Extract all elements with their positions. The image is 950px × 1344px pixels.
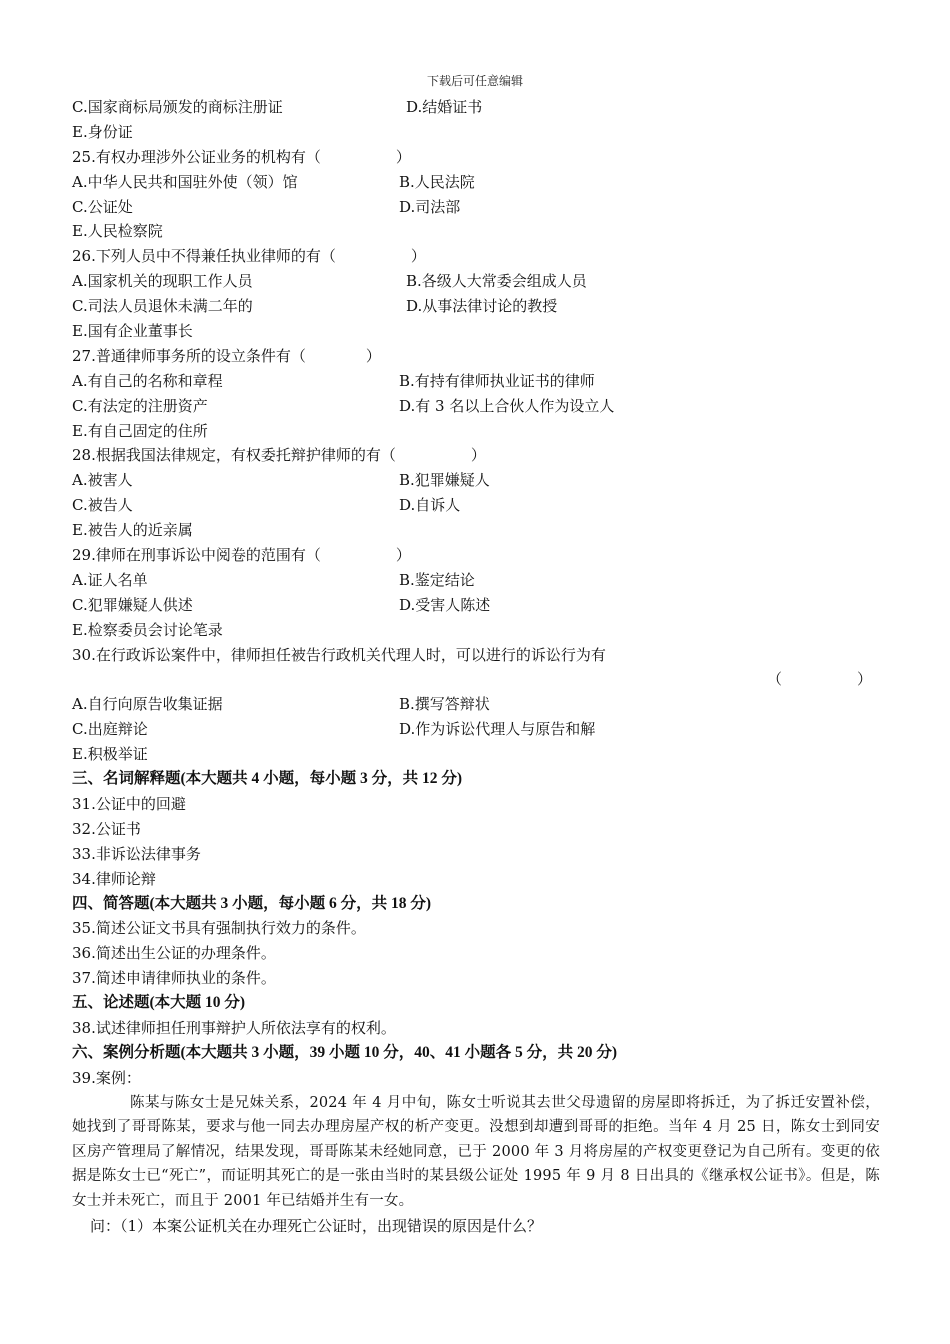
answer-paren-row <box>72 667 880 692</box>
question-stem: 25.有权办理涉外公证业务的机构有（ ） <box>72 147 411 166</box>
option-row <box>72 568 880 593</box>
option-d: D.受害人陈述 <box>399 595 491 614</box>
option-a: A.自行向原告收集证据 <box>72 695 223 714</box>
case-label: 39.案例： <box>72 1068 141 1087</box>
option-b: B.犯罪嫌疑人 <box>399 471 490 490</box>
section-title: 四、简答题(本大题共 3 小题，每小题 6 分，共 18 分) <box>72 894 432 912</box>
option-d: D.作为诉讼代理人与原告和解 <box>399 720 596 739</box>
option-e: E.被告人的近亲属 <box>72 521 193 540</box>
option-row <box>72 717 880 742</box>
option-c: C.国家商标局颁发的商标注册证 <box>72 98 283 116</box>
option-row <box>72 294 880 319</box>
question-stem: 27.普通律师事务所的设立条件有（ ） <box>72 346 381 365</box>
option-a: A.国家机关的现职工作人员 <box>72 272 253 291</box>
list-item: 38.试述律师担任刑事辩护人所依法享有的权利。 <box>72 1018 396 1037</box>
question-stem: 29.律师在刑事诉讼中阅卷的范围有（ ） <box>72 546 411 565</box>
option-b: B.鉴定结论 <box>399 570 475 589</box>
option-e: E.积极举证 <box>72 745 148 764</box>
option-row <box>72 369 880 394</box>
option-row <box>72 618 880 643</box>
option-d: D.有 3 名以上合伙人作为设立人 <box>399 396 615 415</box>
option-row <box>72 468 880 493</box>
option-row <box>72 120 880 145</box>
option-row <box>72 419 880 444</box>
option-row <box>72 269 880 294</box>
option-d: D.结婚证书 <box>406 98 483 116</box>
question-stem: 28.根据我国法律规定，有权委托辩护律师的有（ ） <box>72 446 486 465</box>
option-b: B.各级人大常委会组成人员 <box>406 272 587 291</box>
option-row <box>72 319 880 344</box>
option-row <box>72 219 880 244</box>
option-d: D.司法部 <box>399 197 461 216</box>
option-row <box>72 95 880 120</box>
list-item: 36.简述出生公证的办理条件。 <box>72 944 276 963</box>
section-title: 五、论述题(本大题 10 分) <box>72 994 246 1012</box>
option-row <box>72 493 880 518</box>
option-row <box>72 518 880 543</box>
option-a: A.证人名单 <box>72 570 148 589</box>
case-paragraph: 陈某与陈女士是兄妹关系，2024 年 4 月中旬，陈女士听说其去世父母遗留的房屋即将拆迁，为了拆迁安置补偿，她找到了哥哥陈某，要求与他一同去办理房屋产权的析产变更。没想到却遭到哥哥的拒绝。当年 4 月 25 日，陈女士到同安区房产管理局了解情况，结果发现，哥哥陈某未经她同意，已于 2000 年 3 月将房屋的产权变更登记为自己所有。变更的依据是陈女士已“死亡”，而证明其死亡的是一张由当时的某县级公证处 1995 年 9 月 8 日出具的《继承权公证书》。但是，陈女士并未死亡，而且于 2001 年已结婚并生有一女。 <box>72 1094 880 1209</box>
option-a: A.有自己的名称和章程 <box>72 371 223 390</box>
option-b: B.撰写答辩状 <box>399 695 490 714</box>
option-row <box>72 593 880 618</box>
option-c: C.被告人 <box>72 496 133 515</box>
option-a: A.被害人 <box>72 471 133 490</box>
page-header: 下载后可任意编辑 <box>426 74 523 88</box>
question-stem: 26.下列人员中不得兼任执业律师的有（ ） <box>72 247 426 266</box>
option-e: E.身份证 <box>72 122 133 141</box>
option-b: B.有持有律师执业证书的律师 <box>399 371 595 390</box>
option-c: C.有法定的注册资产 <box>72 396 208 415</box>
question-stem: 30.在行政诉讼案件中，律师担任被告行政机关代理人时，可以进行的诉讼行为有 <box>72 645 606 664</box>
list-item: 32.公证书 <box>72 819 141 838</box>
answer-paren: （ ） <box>766 670 872 689</box>
option-c: C.公证处 <box>72 197 133 216</box>
list-item: 37.简述申请律师执业的条件。 <box>72 969 276 988</box>
option-b: B.人民法院 <box>399 172 475 191</box>
option-c: C.司法人员退休未满二年的 <box>72 297 253 316</box>
option-e: E.人民检察院 <box>72 222 163 241</box>
section-title: 六、案例分析题(本大题共 3 小题，39 小题 10 分，40、41 小题各 5 分，共 20 分) <box>72 1043 618 1061</box>
option-d: D.自诉人 <box>399 496 461 515</box>
option-row <box>72 394 880 419</box>
option-e: E.检察委员会讨论笔录 <box>72 620 223 639</box>
option-e: E.国有企业董事长 <box>72 322 193 341</box>
exam-content <box>72 95 880 1238</box>
option-d: D.从事法律讨论的教授 <box>406 297 558 316</box>
section-title: 三、名词解释题(本大题共 4 小题，每小题 3 分，共 12 分) <box>72 770 463 788</box>
list-item: 35.简述公证文书具有强制执行效力的条件。 <box>72 919 366 938</box>
option-c: C.犯罪嫌疑人供述 <box>72 595 193 614</box>
option-row <box>72 692 880 717</box>
option-c: C.出庭辩论 <box>72 720 148 739</box>
list-item: 34.律师论辩 <box>72 869 156 888</box>
option-row <box>72 742 880 767</box>
list-item: 31.公证中的回避 <box>72 794 186 813</box>
list-item: 33.非诉讼法律事务 <box>72 844 201 863</box>
option-row <box>72 195 880 220</box>
option-row <box>72 170 880 195</box>
option-e: E.有自己固定的住所 <box>72 421 208 440</box>
option-a: A.中华人民共和国驻外使（领）馆 <box>72 172 298 191</box>
case-question: 问：（1）本案公证机关在办理死亡公证时，出现错误的原因是什么？ <box>90 1216 543 1235</box>
